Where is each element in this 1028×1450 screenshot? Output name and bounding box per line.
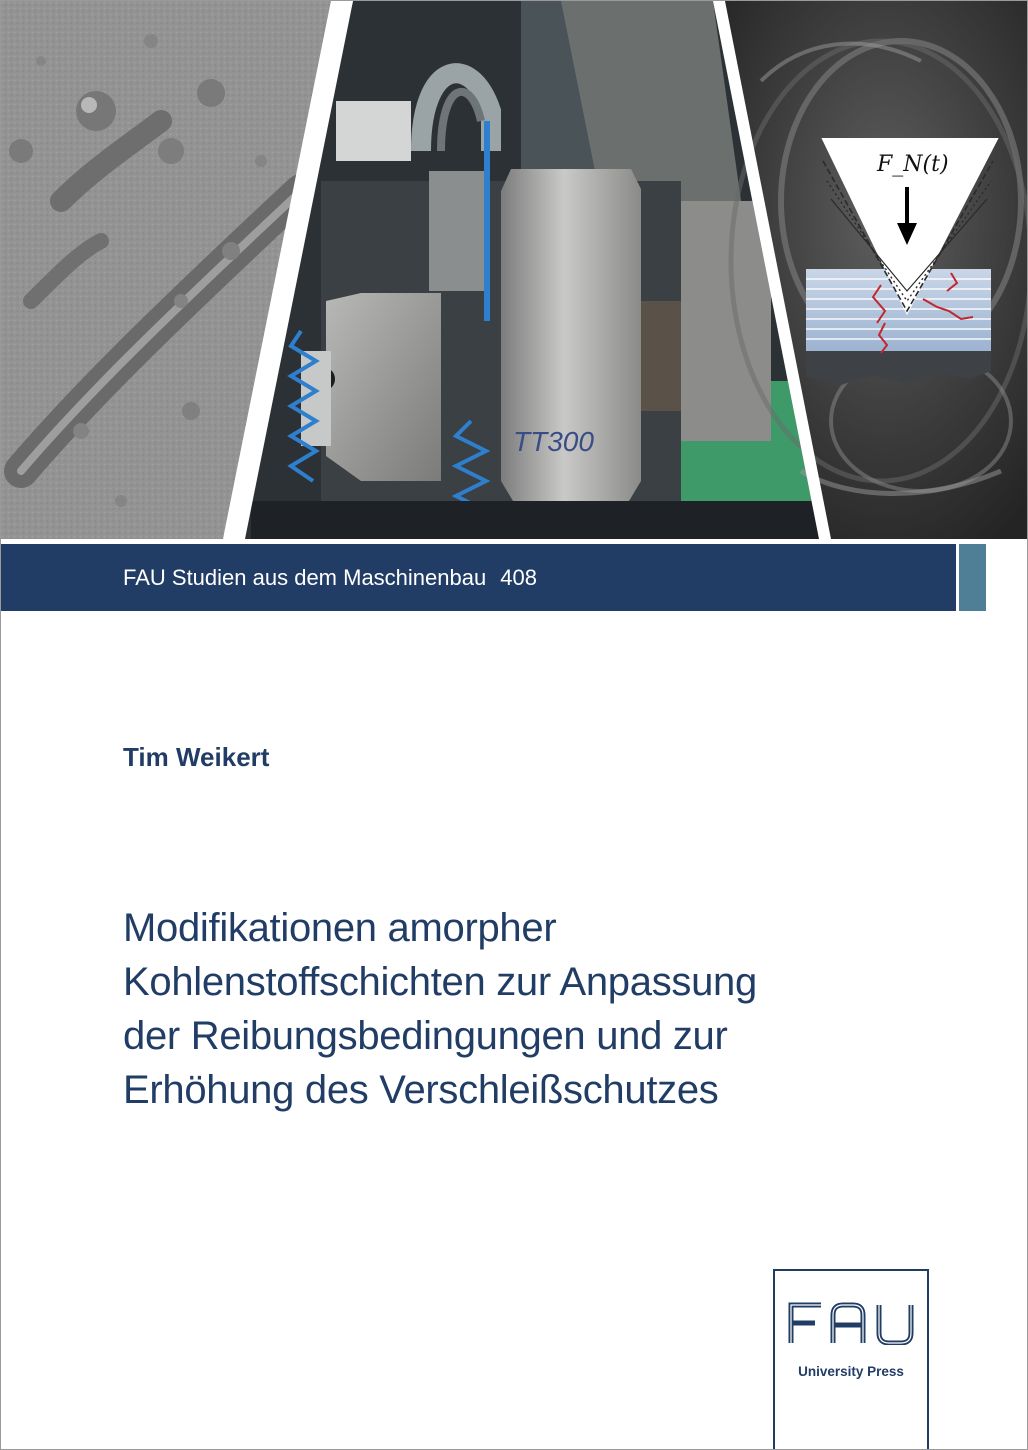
title-line: Kohlenstoffschichten zur Anpassung — [123, 960, 757, 1004]
author-name: Tim Weikert — [123, 742, 270, 772]
title-line: der Reibungsbedingungen und zur — [123, 1014, 728, 1058]
series-banner-accent — [959, 544, 986, 611]
publisher-logo — [773, 1269, 929, 1449]
series-name: FAU Studien aus dem Maschinenbau — [123, 565, 487, 590]
book-title — [123, 901, 863, 1117]
publisher-name: University Press — [798, 1364, 904, 1379]
cover-image-strip — [1, 1, 1027, 539]
title-line: Erhöhung des Verschleißschutzes — [123, 1068, 719, 1112]
title-line: Modifikationen amorpher — [123, 906, 557, 950]
fau-logo-icon — [787, 1301, 915, 1345]
series-number: 408 — [500, 565, 537, 590]
normal-force-label: F_N(t) — [877, 152, 949, 177]
machine-model-label: TT300 — [513, 426, 594, 457]
series-title — [123, 564, 537, 592]
